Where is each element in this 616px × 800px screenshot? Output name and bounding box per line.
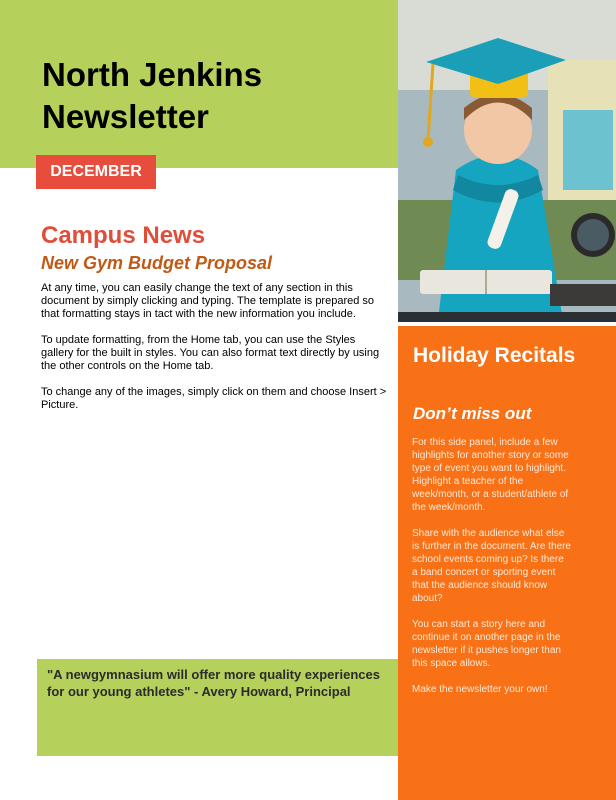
body-paragraph[interactable]: To change any of the images, simply click on them and choose Insert > Picture. [41, 386, 387, 411]
section-heading[interactable]: Campus News [41, 222, 206, 249]
section-subheading[interactable]: New Gym Budget Proposal [41, 253, 273, 273]
side-paragraph[interactable]: Make the newsletter your own! [412, 684, 548, 695]
month-badge[interactable]: DECEMBER [36, 155, 156, 189]
body-paragraph[interactable]: At any time, you can easily change the text of any section in this document by simply clicking and typing. The template is prepared so that formatting stays in tact with the new information you include. [41, 282, 375, 320]
pull-quote-band [37, 659, 398, 756]
side-panel-subtitle[interactable]: Don’t miss out [413, 404, 532, 423]
side-paragraph[interactable]: You can start a story here and continue it on another page in the newsletter if it pushes longer than this space allows. [412, 619, 561, 669]
main-body-text [41, 282, 387, 425]
side-panel [398, 326, 616, 800]
newsletter-title[interactable]: North Jenkins Newsletter [42, 56, 263, 135]
graduate-child-photo[interactable] [398, 0, 616, 322]
side-paragraph[interactable]: For this side panel, include a few highlights for another story or some type of event you want to highlight. Highlight a teacher of the week/month, or a student/athlete of the week/month. [412, 437, 569, 513]
photo-illustration [398, 0, 616, 322]
side-paragraph[interactable]: Share with the audience what else is further in the document. Are there school events coming up? Is there a band concert or sporting event that the audience should know about? [412, 528, 571, 604]
side-panel-title[interactable]: Holiday Recitals [413, 344, 576, 367]
pull-quote-text[interactable]: "A newgymnasium will offer more quality experiences for our young athletes" - Avery Howard, Principal [47, 667, 380, 699]
header-band [0, 0, 398, 168]
side-panel-body [412, 436, 572, 709]
body-paragraph[interactable]: To update formatting, from the Home tab, you can use the Styles gallery for the built in styles. You can also format text directly by using the other controls on the Home tab. [41, 334, 380, 372]
